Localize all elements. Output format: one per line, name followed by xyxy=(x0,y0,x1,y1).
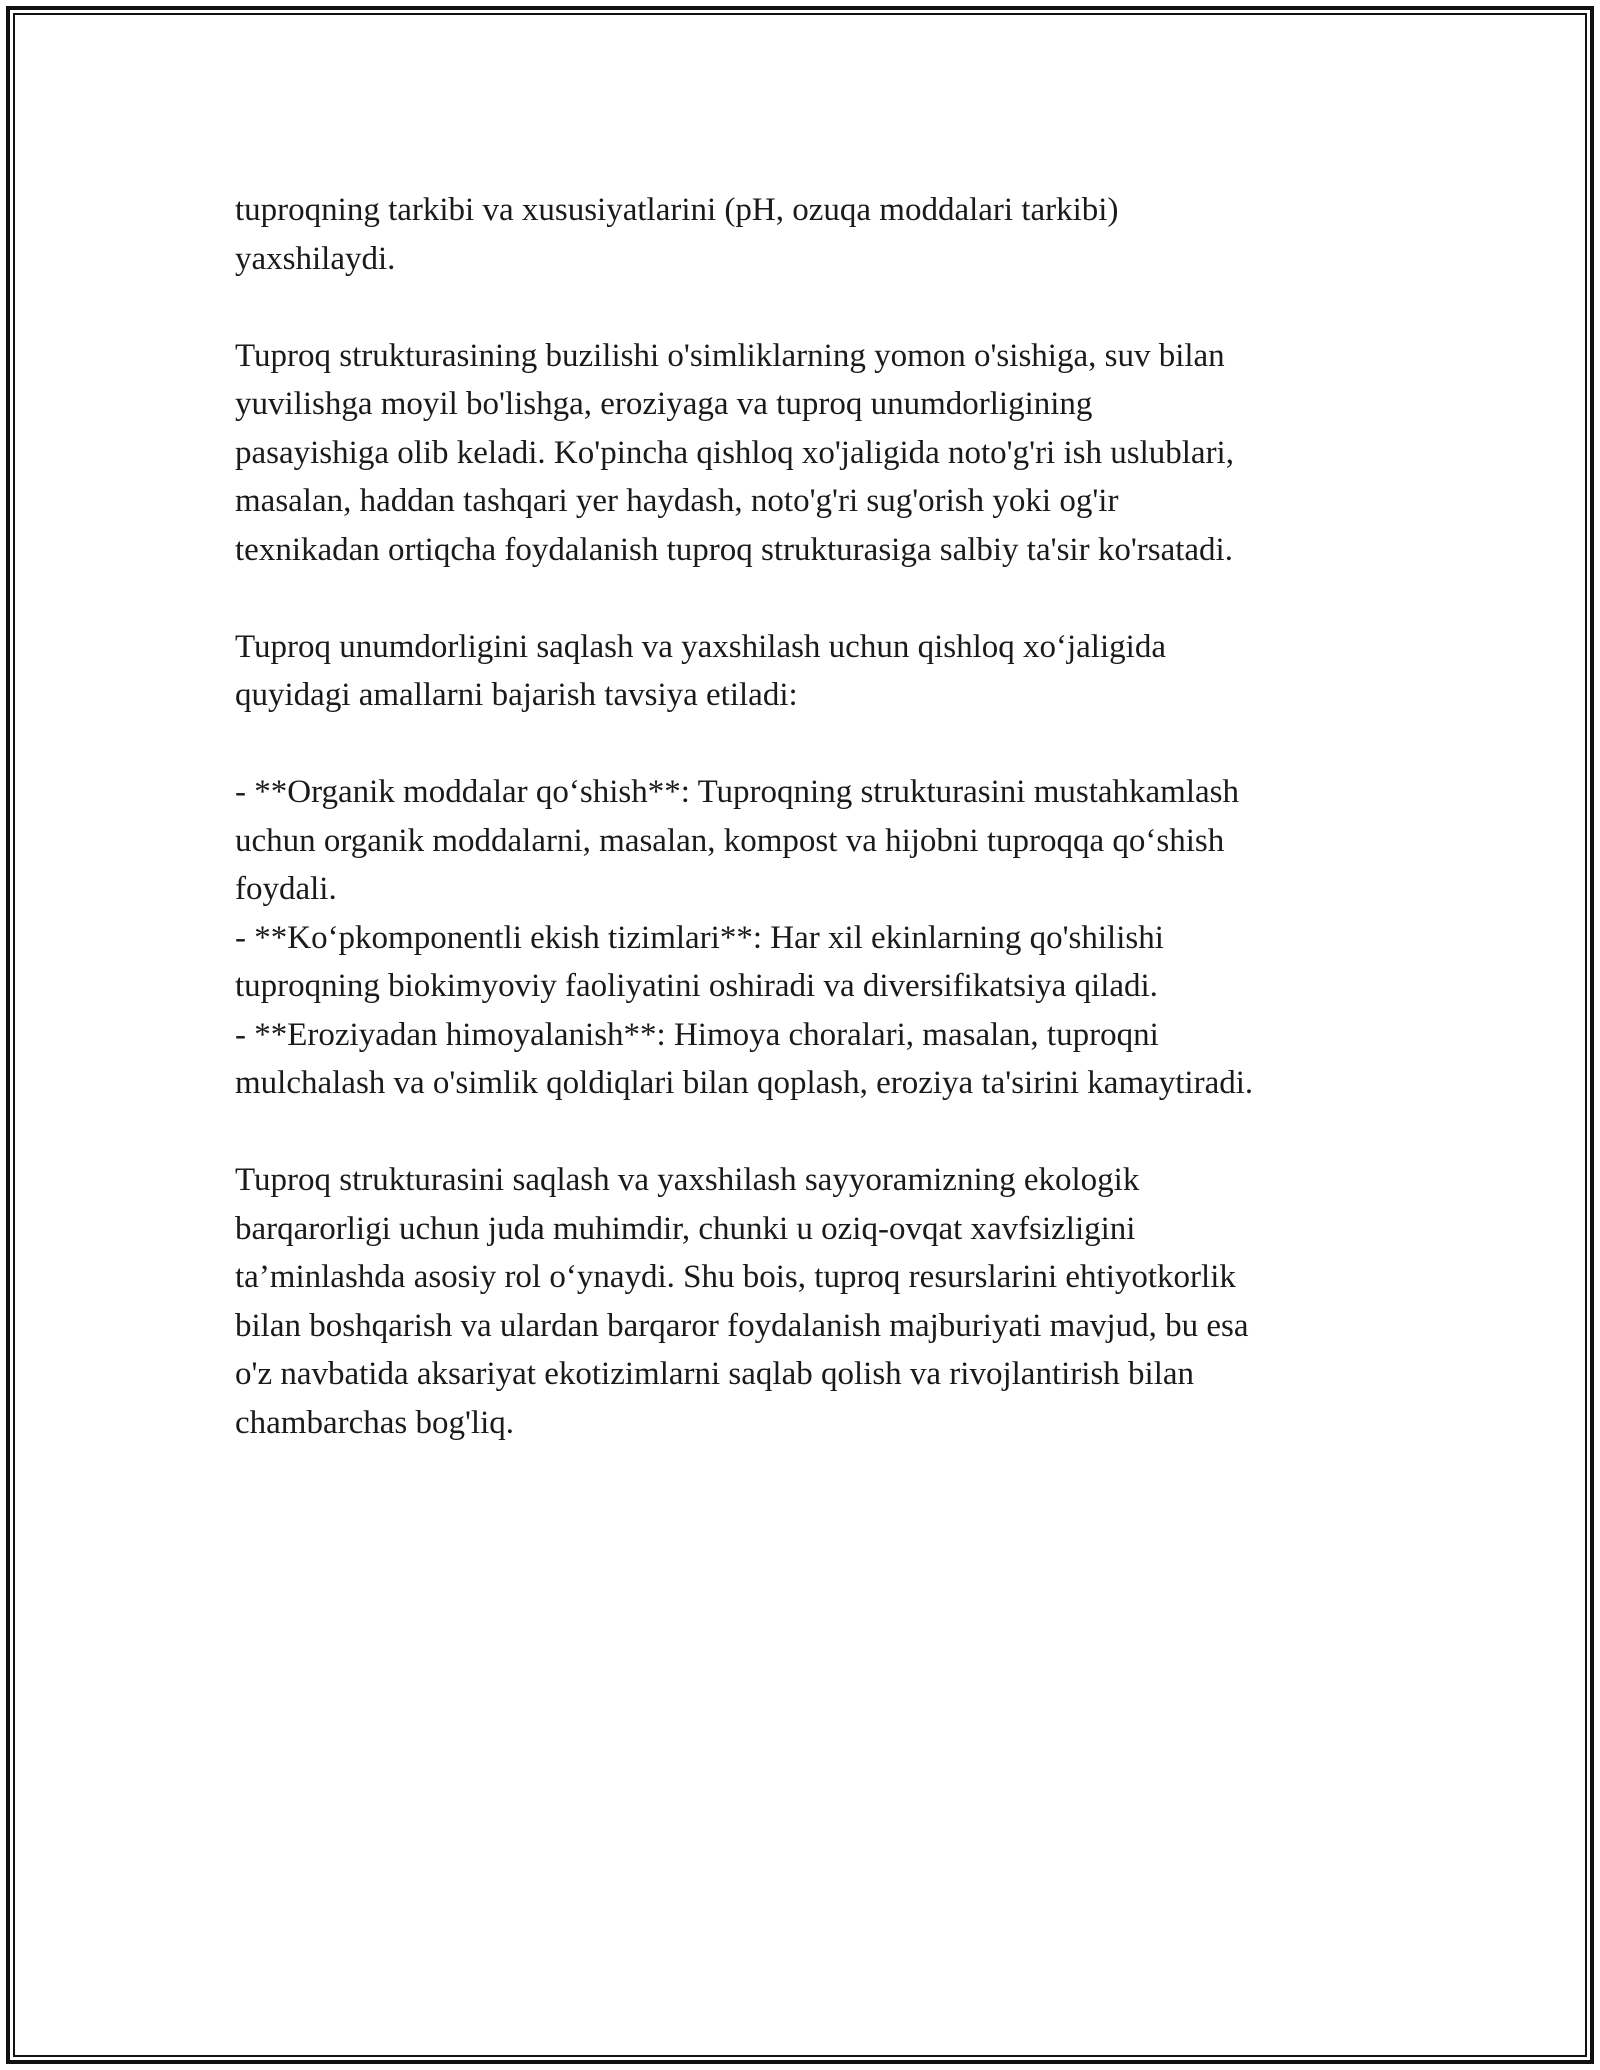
text-line: barqarorligi uchun juda muhimdir, chunki u oziq-ovqat xavfsizligini xyxy=(235,1210,1136,1247)
text-line: foydali. xyxy=(235,871,337,907)
text-line: yuvilishga moyil bo'lishga, eroziyaga va tuproq unumdorligining xyxy=(235,386,1093,422)
text-line: quyidagi amallarni bajarish tavsiya etiladi: xyxy=(235,677,798,713)
text-line: Tuproq strukturasini saqlash va yaxshilash sayyoramizning ekologik xyxy=(235,1162,1140,1198)
text-line: masalan, haddan tashqari yer haydash, noto'g'ri sug'orish yoki og'ir xyxy=(235,483,1119,519)
text-line: chambarchas bog'liq. xyxy=(235,1404,515,1441)
text-line: yaxshilaydi. xyxy=(235,240,396,277)
recommendation-list xyxy=(235,768,1385,1108)
text-line: Tuproq strukturasining buzilishi o'simliklarning yomon o'sishiga, suv bilan xyxy=(235,337,1225,374)
text-line: uchun organik moddalarni, masalan, kompost va hijobni tuproqqa qo‘shish xyxy=(235,822,1225,859)
list-item-erosion-protection xyxy=(235,1011,1385,1108)
text-line: texnikadan ortiqcha foydalanish tuproq strukturasiga salbiy ta'sir ko'rsatadi. xyxy=(235,531,1233,568)
text-line: pasayishiga olib keladi. Ko'pincha qishloq xo'jaligida noto'g'ri ish uslublari, xyxy=(235,434,1234,471)
paragraph-structure-degradation xyxy=(235,332,1385,575)
paragraph-soil-composition xyxy=(235,186,1385,283)
list-item-multicomponent-planting xyxy=(235,914,1385,1011)
text-line: o'z navbatida aksariyat ekotizimlarni saqlab qolish va rivojlantirish bilan xyxy=(235,1356,1195,1392)
text-line: mulchalash va o'simlik qoldiqlari bilan qoplash, eroziya ta'sirini kamaytiradi. xyxy=(235,1065,1254,1101)
text-line: Tuproq unumdorligini saqlash va yaxshilash uchun qishloq xo‘jaligida xyxy=(235,628,1166,665)
text-line: tuproqning biokimyoviy faoliyatini oshiradi va diversifikatsiya qiladi. xyxy=(235,968,1158,1004)
text-line: tuproqning tarkibi va xususiyatlarini (pH, ozuqa moddalari tarkibi) xyxy=(235,192,1119,228)
text-line: - **Organik moddalar qo‘shish**: Tuproqning strukturasini mustahkamlash xyxy=(235,774,1240,810)
paragraph-recommendations-intro xyxy=(235,623,1385,720)
paragraph-conclusion xyxy=(235,1156,1385,1447)
text-line: - **Eroziyadan himoyalanish**: Himoya choralari, masalan, tuproqni xyxy=(235,1016,1159,1053)
text-line: - **Ko‘pkomponentli ekish tizimlari**: Har xil ekinlarning qo'shilishi xyxy=(235,919,1164,956)
document-body xyxy=(235,186,1385,1496)
text-line: bilan boshqarish va ulardan barqaror foydalanish majburiyati mavjud, bu esa xyxy=(235,1307,1249,1344)
list-item-organic-matter xyxy=(235,768,1385,914)
text-line: ta’minlashda asosiy rol o‘ynaydi. Shu bois, tuproq resurslarini ehtiyotkorlik xyxy=(235,1259,1236,1295)
